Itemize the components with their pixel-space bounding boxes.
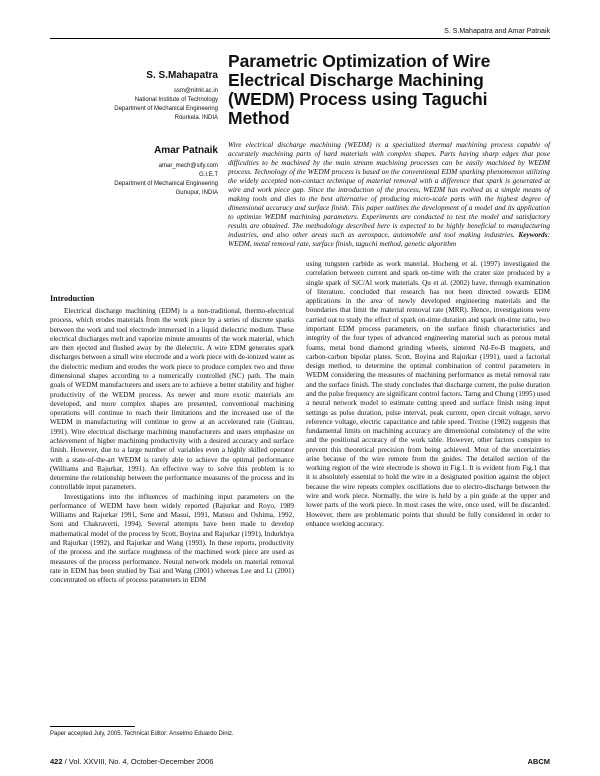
abstract: [228, 140, 550, 248]
author-location: Gunupur, INDIA: [175, 190, 218, 196]
keywords-text: : WEDM, metal removal rate, surface finish, taguchi method, genetic algorithm: [228, 230, 550, 248]
author-department: Department of Mechanical Engineering: [114, 106, 218, 112]
page-footer: [50, 757, 213, 766]
author-department: Department of Mechanical Engineering: [114, 181, 218, 187]
author-name: S. S.Mahapatra: [146, 70, 218, 81]
author-block-2: [50, 145, 218, 198]
abstract-text: Wire electrical discharge machining (WEDM) is a specialized thermal machining process capable of accurately machining parts of hard materials with complex shapes. Parts having sharp edges that pose difficulties to be machined by the main stream machining processes can be easily machined by WEDM process. Technology of the WEDM process is based on the conventional EDM sparking phenomenon utilizing the widely accepted non-contact technique of material removal with a difference that spark is generated at wire and work piece gap. Since the introduction of the process, WEDM has evolved as a simple means of making tools and dies to the best alternative of producing micro-scale parts with the highest degree of dimensional accuracy and surface finish. This paper outlines the development of a model and its application to optimize WEDM machining parameters. Experiments are conducted to test the model and satisfactory results are obtained. The methodology described here is expected to be highly beneficial to manufacturing industries, and also other areas such as aerospace, automobile and tool making industries.: [228, 140, 550, 239]
author-name: Amar Patnaik: [154, 145, 218, 156]
body-column-right: [306, 260, 550, 529]
body-paragraph: Electrical discharge machining (EDM) is a non-traditional, thermo-electrical process, which erodes materials from the work piece by a series of discrete sparks between the work and tool electrode immersed in a liquid dielectric medium. These electrical discharges melt and vaporize minute amounts of the work material, which are then ejected and flushed away by the dielectric. A wire EDM generates spark discharges between a small wire electrode and a work piece with de-ionized water as the dielectric medium and erodes the work piece to produce complex two and three dimensional shapes according to a numerically controlled (NC) path. The main goals of WEDM manufacturers and users are to achieve a better stability and higher productivity of the WEDM process. As newer and more exotic materials are developed, and more complex shapes are presented, conventional machining operations will continue to reach their limitations and the increased use of the WEDM in manufacturing will continue to grow at an accelerated rate (Guitrau, 1991). Wire electrical discharge machining manufacturers and users emphasize on achievement of higher machining productivity with a desired accuracy and surface finish. However, due to a large number of variables even a highly skilled operator with a state-of-the-art WEDM is rarely able to achieve the optimal performance (Williams and Rajurkar, 1991). An effective way to solve this problem is to determine the relationship between the performance measures of the process and its controllable input parameters.: [50, 307, 294, 492]
author-affiliation: National Institute of Technology: [134, 97, 218, 103]
keywords-label: Keywords: [518, 230, 548, 239]
page-number: 422: [50, 757, 63, 766]
footnote: Paper accepted July, 2005. Technical Editor: Anselmo Eduardo Diniz.: [50, 731, 234, 737]
body-paragraph: Investigations into the influences of machining input parameters on the performance of WEDM have been widely reported (Rajurkar and Royo, 1989 Williams and Rajurkar 1991, Sone and Masui, 1991, Matsuo and Oshima, 1992, Soni and Chakraverti, 1994). Several attempts have been made to develop mathematical model of the process by Scott, Boyina and Rajurkar (1991), Indurkhya and Rajurkar (1992), and Rajurkar and Wang (1993). In these reports, productivity of the process and the surface roughness of the machined work piece are used as measures of the process performance. Neural network models on material removal rate in EDM has been studied by Tsai and Wang (2001) whereas Lee and Li (2001) concentrated on effects of process parameters in EDM: [50, 492, 294, 585]
body-paragraph: using tungsten carbide as work material. Hocheng et al. (1997) investigated the correlation between current and spark on-time with the crater size produced by a single spark of SiC/Al work materials. Qu et al. (2002) have, through examination of literature, concluded that research has not been directed towards EDM applications in the area of newly developed engineering materials and the boundaries that limit the material removal rate (MRR). Hence, investigations were carried out to study the effect of spark on-time duration and spark on-time ratio, two important EDM process parameters, on the surface finish characteristics and integrity of the four types of advanced engineering material such as porous metal foams, metal bond diamond grinding wheels, sintered Nd-Fe-B magnets, and carbon-carbon bipolar plates. Scott, Boyina and Rajurkar (1991), used a factorial design method, to determine the optimal combination of control parameters in WEDM considering the measures of machining performance as metal removal rate and the surface finish. The study concludes that discharge current, the pulse duration and the pulse frequency are significant control factors. Tarng and Chung (1995) used a neural network model to estimate cutting speed and surface finish using input settings as pulse duration, pulse interval, peak current, open circuit voltage, servo reference voltage, electric capacitance and table speed. Trezise (1982) suggests that fundamental limits on machining accuracy are dimensional consistency of the wire and the positional accuracy of the work table. However, other factors conspire to prevent this theoretical precision from being achieved. Most of the uncertainties arise because of the wire remote from the guides. The detailed section of the working region of the wire electrode is shown in Fig.1. It is evident from Fig.1 that it is absolutely essential to hold the wire in a designated position against the object because the wire repeats complex oscillations due to electro-discharge between the wire and work piece. Normally, the wire is held by a pin guide at the upper and lower parts of the work piece. In most cases the wire, once used, will be discarded. However, there are problematic points that should be fully considered in order to enhance working accuracy.: [306, 260, 550, 528]
paper-title: Parametric Optimization of Wire Electrical Discharge Machining (WEDM) Process using Taguchi Method: [228, 51, 491, 128]
body-column-left: [50, 307, 294, 585]
author-location: Rourkela. INDIA: [174, 115, 218, 121]
footnote-rule: [50, 726, 135, 727]
header-rule: [50, 38, 550, 39]
author-block-1: [50, 70, 218, 123]
journal-name: ABCM: [527, 757, 550, 766]
section-heading-introduction: Introduction: [50, 294, 95, 303]
running-header: S. S.Mahapatra and Amar Patnaik: [444, 28, 550, 35]
author-email: ssm@nitrkl.ac.in: [173, 88, 218, 94]
author-list: [50, 70, 218, 220]
author-affiliation: G.I.E.T: [198, 172, 218, 178]
author-email: amar_mech@sify.com: [158, 163, 218, 169]
journal-volume: / Vol. XXVIII, No. 4, October-December 2006: [62, 757, 214, 766]
